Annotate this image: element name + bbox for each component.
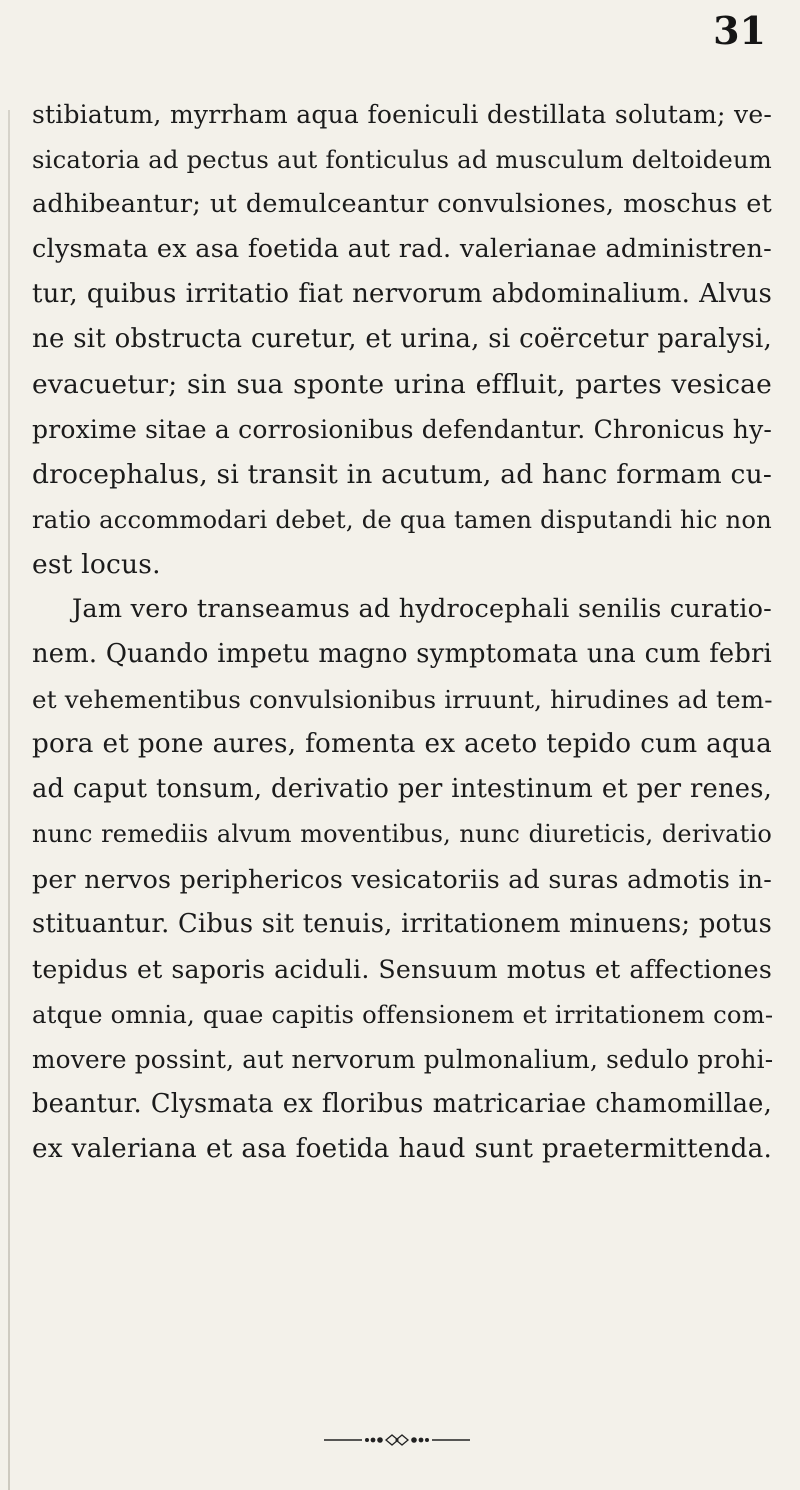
text-line: stituantur. Cibus sit tenuis, irritationem minuens; potus [32,909,772,939]
text-line: et vehementibus convulsionibus irruunt, hirudines ad tem- [32,685,773,714]
text-line: movere possint, aut nervorum pulmonalium, sedulo prohi- [32,1045,774,1074]
text-line: sicatoria ad pectus aut fonticulus ad musculum deltoideum [32,145,772,174]
text-line: beantur. Clysmata ex floribus matricariae chamomillae, [32,1089,772,1119]
text-line: atque omnia, quae capitis offensionem et irritationem com- [32,1000,774,1029]
text-line: ne sit obstructa curetur, et urina, si coërcetur paralysi, [32,324,772,354]
text-line: clysmata ex asa foetida aut rad. valerianae administren- [32,234,772,264]
text-line: est locus. [32,549,161,580]
text-line: per nervos periphericos vesicatoriis ad suras admotis in- [32,865,772,894]
text-line: adhibeantur; ut demulceantur convulsiones, moschus et [32,189,772,219]
body-text [32,92,772,1172]
text-line: nunc remediis alvum moventibus, nunc diureticis, derivatio [32,820,772,848]
paragraph-1 [32,92,772,587]
text-line: ratio accommodari debet, de qua tamen disputandi hic non [32,505,772,534]
fleuron-rule-icon [322,1433,472,1447]
page-gutter-edge [8,110,10,1490]
text-line: nem. Quando impetu magno symptomata una cum febri [32,639,772,669]
text-line: stibiatum, myrrham aqua foeniculi destillata solutam; ve- [32,100,772,129]
text-line: Jam vero transeamus ad hydrocephali senilis curatio- [72,594,772,624]
text-line: evacuetur; sin sua sponte urina effluit, partes vesicae [32,369,772,400]
text-line: ad caput tonsum, derivatio per intestinum et per renes, [32,774,772,804]
text-line: ex valeriana et asa foetida haud sunt praetermittenda. [32,1134,772,1164]
paragraph-2 [32,587,772,1172]
text-line: drocephalus, si transit in acutum, ad hanc formam cu- [32,459,772,490]
text-line: pora et pone aures, fomenta ex aceto tepido cum aqua [32,729,772,759]
page-number: 31 [713,8,766,53]
text-line: proxime sitae a corrosionibus defendantur. Chronicus hy- [32,415,773,444]
text-line: tur, quibus irritatio fiat nervorum abdominalium. Alvus [32,279,772,309]
text-line: tepidus et saporis aciduli. Sensuum motus et affectiones [32,955,772,984]
